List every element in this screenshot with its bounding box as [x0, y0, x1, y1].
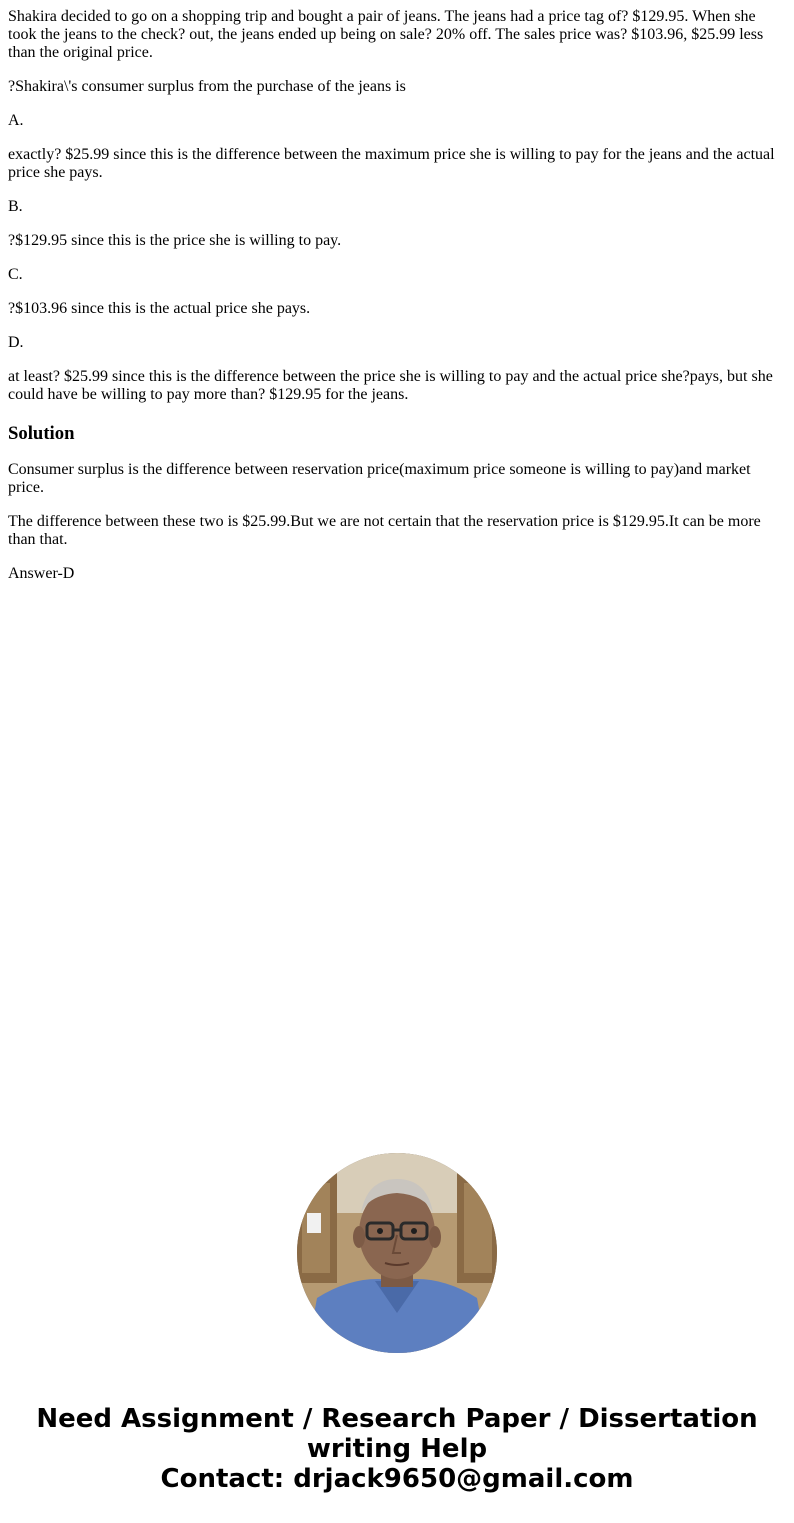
option-c-letter: C. [8, 266, 23, 283]
question-content [8, 8, 786, 599]
promo-banner [0, 1404, 794, 1494]
author-avatar [297, 1153, 497, 1353]
option-b-letter: B. [8, 198, 23, 215]
author-portrait-image [297, 1153, 497, 1353]
promo-line-1: Need Assignment / Research Paper / Dissertation [36, 1404, 758, 1434]
question-stem: Shakira decided to go on a shopping trip and bought a pair of jeans. The jeans had a price tag of? $129.95. When she took the jeans to the check? out, the jeans ended up being on sale? 20% off. The sales price was? $103.96, $25.99 less than the original price. [8, 8, 764, 61]
option-d-letter: D. [8, 334, 24, 351]
option-c-text: ?$103.96 since this is the actual price she pays. [8, 300, 311, 317]
option-d-text: at least? $25.99 since this is the difference between the price she is willing to pay and the actual price she?pays, but she could have be willing to pay more than? $129.95 for the jeans. [8, 368, 773, 403]
question-prompt: ?Shakira\'s consumer surplus from the purchase of the jeans is [8, 78, 406, 95]
option-a-letter: A. [8, 112, 24, 129]
option-a-text: exactly? $25.99 since this is the difference between the maximum price she is willing to pay for the jeans and the actual price she pays. [8, 146, 775, 181]
solution-paragraph-1: Consumer surplus is the difference between reservation price(maximum price someone is willing to pay)and market price. [8, 461, 751, 496]
promo-contact: Contact: drjack9650@gmail.com [160, 1464, 634, 1494]
solution-paragraph-2: The difference between these two is $25.99.But we are not certain that the reservation price is $129.95.It can be more than that. [8, 513, 761, 548]
solution-answer: Answer-D [8, 565, 75, 582]
promo-line-2: writing Help [306, 1434, 488, 1464]
option-b-text: ?$129.95 since this is the price she is willing to pay. [8, 232, 342, 249]
solution-heading: Solution [8, 423, 75, 444]
